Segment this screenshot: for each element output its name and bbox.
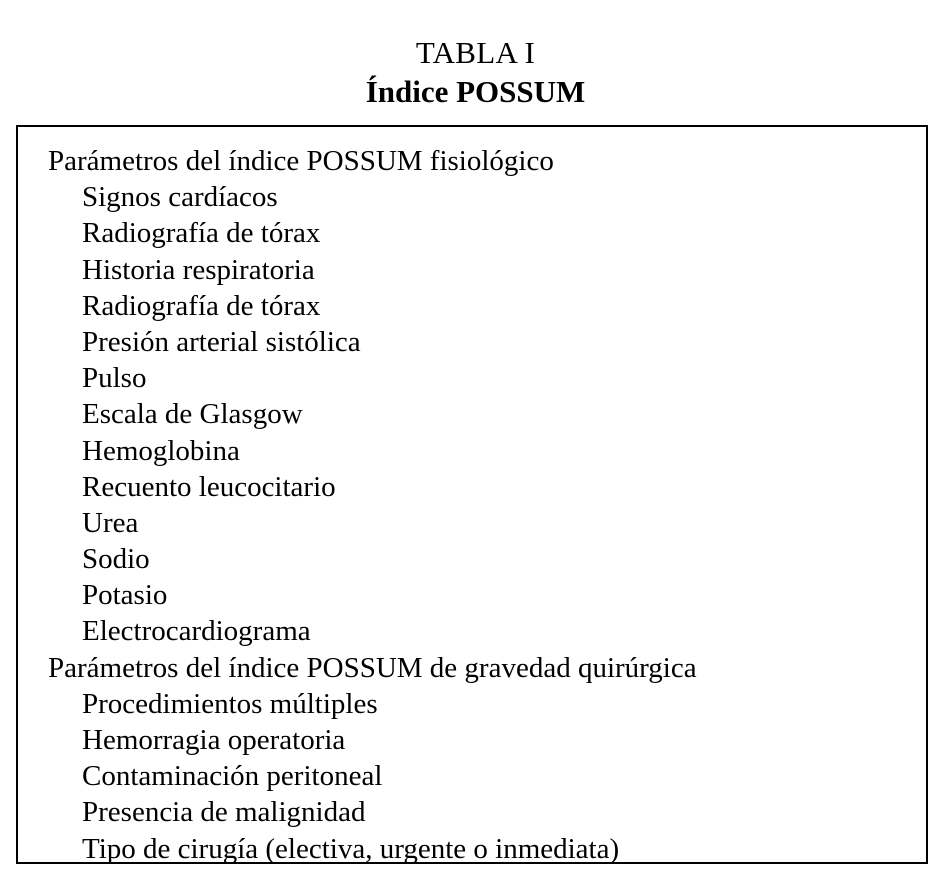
parameter-item: Radiografía de tórax [82, 289, 321, 322]
parameter-item: Procedimientos múltiples [82, 687, 378, 720]
parameter-item: Signos cardíacos [82, 181, 278, 214]
parameter-item: Escala de Glasgow [82, 398, 303, 431]
parameter-item: Potasio [82, 579, 168, 612]
parameter-item: Electrocardiograma [82, 615, 311, 648]
parameter-item: Sodio [82, 543, 150, 576]
table-label: TABLA I [415, 35, 536, 70]
surgical-severity-group [48, 650, 916, 867]
parameter-item: Pulso [82, 362, 147, 395]
parameter-item: Historia respiratoria [82, 253, 315, 286]
parameter-item: Urea [82, 506, 139, 539]
surgical-severity-heading: Parámetros del índice POSSUM de gravedad quirúrgica [48, 651, 697, 684]
physiological-heading: Parámetros del índice POSSUM fisiológico [48, 145, 554, 177]
table-title: Índice POSSUM [365, 74, 586, 109]
parameter-item: Contaminación peritoneal [82, 760, 383, 793]
parameter-item: Presencia de malignidad [82, 796, 366, 829]
parameter-item: Hemoglobina [82, 434, 240, 467]
parameter-item: Hemorragia operatoria [82, 724, 346, 756]
physiological-group [48, 143, 916, 650]
parameter-item: Recuento leucocitario [82, 470, 336, 503]
parameter-item: Radiografía de tórax [82, 217, 321, 250]
parameter-item: Tipo de cirugía (electiva, urgente o inmediata) [82, 832, 620, 865]
parameter-item: Presión arterial sistólica [82, 325, 361, 358]
parameter-groups [48, 143, 916, 867]
possum-table [16, 125, 928, 864]
